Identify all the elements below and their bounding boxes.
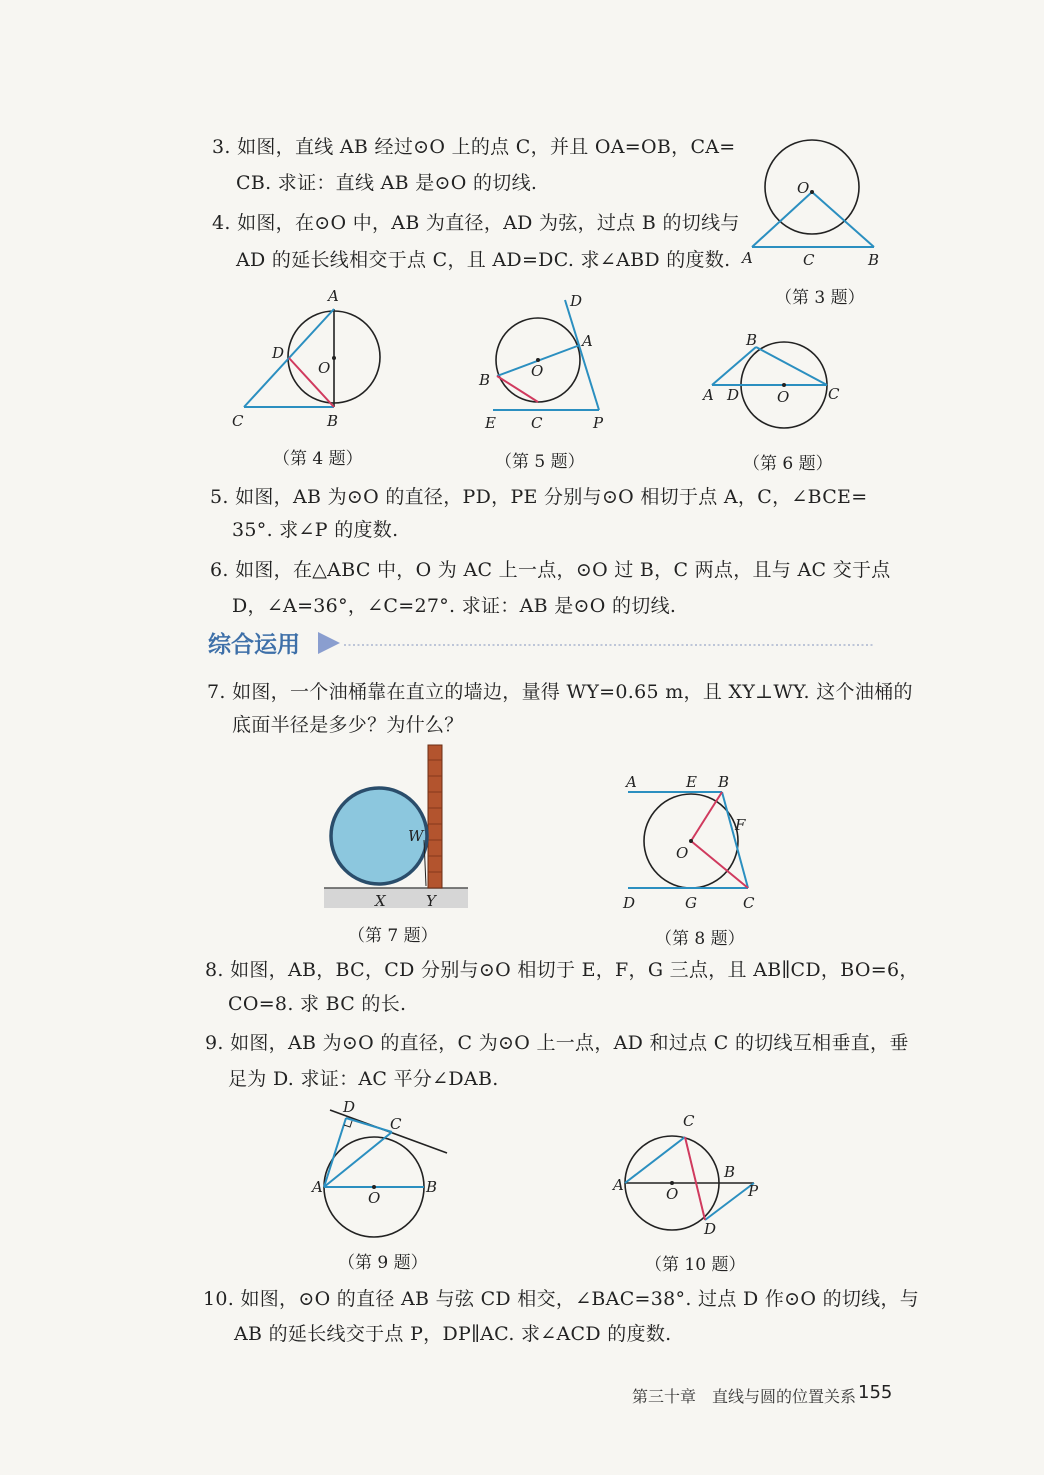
f9-label-C: C <box>390 1115 402 1133</box>
f3-label-B: B <box>868 251 880 269</box>
figure-5 <box>475 290 615 440</box>
f10-label-P: P <box>748 1182 759 1200</box>
section-arrow-icon <box>318 630 878 660</box>
problem-4-line-2: AD 的延长线相交于点 C，且 AD=DC. 求∠ABD 的度数. <box>236 249 731 271</box>
f8-label-D: D <box>623 894 636 912</box>
f4-label-C: C <box>232 412 244 430</box>
f4-label-D: D <box>272 344 285 362</box>
problem-10-line-2: AB 的延长线交于点 P，DP∥AC. 求∠ACD 的度数. <box>234 1323 672 1345</box>
f4-label-B: B <box>327 412 339 430</box>
f8-label-E: E <box>686 773 697 791</box>
problem-9-line-1: 9. 如图，AB 为⊙O 的直径，C 为⊙O 上一点，AD 和过点 C 的切线互相垂直，垂 <box>205 1032 909 1054</box>
page-number: 155 <box>858 1382 893 1403</box>
problem-6-line-2: D，∠A=36°，∠C=27°. 求证：AB 是⊙O 的切线. <box>232 595 677 617</box>
f9-label-D: D <box>343 1098 356 1116</box>
problem-7-line-2: 底面半径是多少？为什么？ <box>232 714 464 736</box>
f6-label-O: O <box>777 388 790 406</box>
problem-8-line-1: 8. 如图，AB，BC，CD 分别与⊙O 相切于 E，F，G 三点，且 AB∥CD，BO=6， <box>205 959 919 981</box>
f3-label-C: C <box>803 251 815 269</box>
f5-label-D: D <box>570 292 583 310</box>
f4-label-A: A <box>328 287 339 305</box>
problem-10-line-1: 10. 如图，⊙O 的直径 AB 与弦 CD 相交，∠BAC=38°. 过点 D 作⊙O 的切线，与 <box>203 1288 920 1310</box>
f8-label-G: G <box>685 894 697 912</box>
caption-figure-7: （第 7 题） <box>348 926 438 946</box>
f6-label-C: C <box>828 385 840 403</box>
f5-label-E: E <box>485 414 496 432</box>
problem-7-line-1: 7. 如图，一个油桶靠在直立的墙边，量得 WY=0.65 m，且 XY⊥WY. 这个油桶的 <box>207 681 913 703</box>
caption-figure-8: （第 8 题） <box>655 929 745 949</box>
figure-7 <box>320 740 470 915</box>
problem-9-line-2: 足为 D. 求证：AC 平分∠DAB. <box>228 1068 499 1090</box>
caption-figure-4: （第 4 题） <box>273 449 363 469</box>
problem-3-line-1: 3. 如图，直线 AB 经过⊙O 上的点 C，并且 OA=OB，CA= <box>212 136 736 158</box>
f6-label-A: A <box>703 386 714 404</box>
f3-label-A: A <box>742 249 753 267</box>
f6-label-D: D <box>727 386 740 404</box>
problem-4-line-1: 4. 如图，在⊙O 中，AB 为直径，AD 为弦，过点 B 的切线与 <box>212 212 740 234</box>
f8-label-O: O <box>676 844 689 862</box>
f7-label-Y: Y <box>426 892 436 910</box>
f10-label-A: A <box>613 1176 624 1194</box>
f10-label-D: D <box>704 1220 717 1238</box>
problem-6-line-1: 6. 如图，在△ABC 中，O 为 AC 上一点，⊙O 过 B，C 两点，且与 AC 交于点 <box>210 559 891 581</box>
caption-figure-6: （第 6 题） <box>743 454 833 474</box>
caption-figure-3: （第 3 题） <box>775 288 865 308</box>
problem-5-line-2: 35°. 求∠P 的度数. <box>232 519 399 541</box>
f10-label-C: C <box>683 1112 695 1130</box>
problem-5-line-1: 5. 如图，AB 为⊙O 的直径，PD，PE 分别与⊙O 相切于点 A，C，∠BCE= <box>210 486 868 508</box>
f9-label-B: B <box>426 1178 438 1196</box>
f10-label-B: B <box>724 1163 736 1181</box>
f9-label-O: O <box>368 1189 381 1207</box>
figure-4 <box>230 285 390 435</box>
f7-label-X: X <box>375 892 386 910</box>
figure-8 <box>618 770 768 915</box>
f7-label-W: W <box>408 827 424 845</box>
f5-label-O: O <box>531 362 544 380</box>
f5-label-A: A <box>582 332 593 350</box>
f5-label-B: B <box>479 371 491 389</box>
problem-3-line-2: CB. 求证：直线 AB 是⊙O 的切线. <box>236 172 538 194</box>
f8-label-A: A <box>626 773 637 791</box>
f8-label-F: F <box>735 816 746 834</box>
caption-figure-5: （第 5 题） <box>495 452 585 472</box>
f5-label-C: C <box>531 414 543 432</box>
f6-label-B: B <box>746 331 758 349</box>
f8-label-C: C <box>743 894 755 912</box>
f9-label-A: A <box>312 1178 323 1196</box>
caption-figure-10: （第 10 题） <box>645 1255 746 1275</box>
figure-9 <box>310 1095 460 1245</box>
section-title: 综合运用 <box>208 632 300 658</box>
f4-label-O: O <box>318 359 331 377</box>
f10-label-O: O <box>666 1185 679 1203</box>
footer-chapter: 第三十章 直线与圆的位置关系 <box>632 1387 857 1406</box>
figure-10 <box>610 1110 770 1240</box>
f5-label-P: P <box>593 414 604 432</box>
caption-figure-9: （第 9 题） <box>338 1253 428 1273</box>
figure-3 <box>740 135 890 275</box>
f8-label-B: B <box>718 773 730 791</box>
f3-label-O: O <box>797 179 810 197</box>
problem-8-line-2: CO=8. 求 BC 的长. <box>228 993 407 1015</box>
figure-6 <box>700 330 850 440</box>
